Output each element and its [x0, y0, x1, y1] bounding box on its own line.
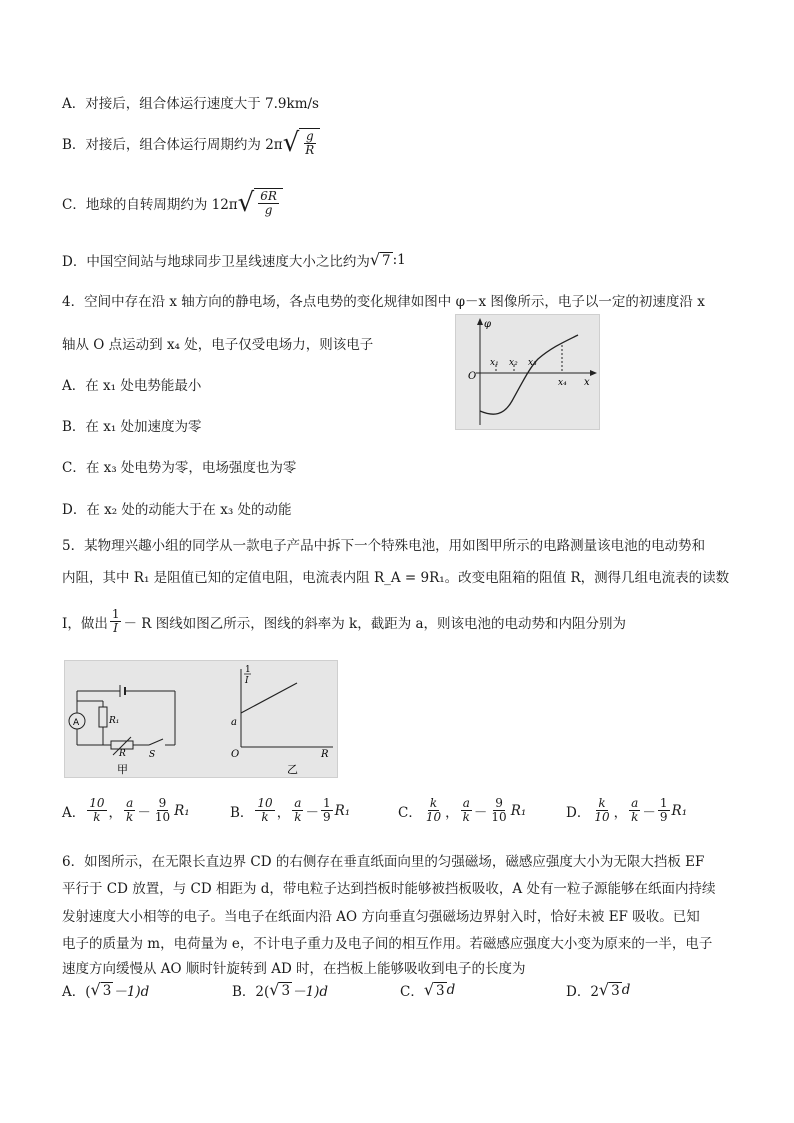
xlabel-r: R [321, 749, 329, 760]
emf-den: 10 [594, 810, 610, 824]
q6-stem-line3: 发射速度大小相等的电子。当电子在纸面内沿 AO 方向垂直匀强磁场边界射入时，恰好未被 EF 吸收。已知 [62, 909, 700, 925]
r-tail: R₁ [671, 802, 688, 819]
circuit-diagram [69, 685, 175, 755]
q5-stem-line3 [62, 608, 626, 635]
q5-option-b [230, 797, 350, 824]
q3-option-c-text: C．地球的自转周期约为 12π [62, 197, 238, 213]
emf-den: k [261, 810, 269, 824]
sqrt-symbol: √ 7 [369, 249, 391, 269]
emf-num: k [429, 796, 438, 810]
q5-option-d [566, 797, 687, 824]
x-label: x [584, 377, 590, 388]
q3-option-c [62, 188, 283, 218]
r-tail: R₁ [174, 802, 190, 819]
q5-figure-svg [65, 661, 337, 777]
r-den2: 10 [491, 810, 507, 824]
switch-line [149, 739, 163, 745]
q4-option-b: B．在 x₁ 处加速度为零 [62, 419, 202, 435]
q5-figure [64, 660, 338, 778]
x1-label: x₁ [490, 358, 499, 368]
r-den1: k [631, 810, 639, 824]
q6a-rad: 3 [102, 982, 112, 999]
phi-label: φ [484, 319, 492, 330]
emf-num: 10 [89, 796, 105, 810]
emf-num: 10 [257, 796, 273, 810]
comma: ， [613, 804, 628, 821]
q5-line3-post: － R 图线如图乙所示，图线的斜率为 k，截距为 a，则该电池的电动势和内阻分别为 [123, 615, 627, 632]
phi-curve [480, 335, 578, 414]
q3-option-a: A．对接后，组合体运行速度大于 7.9km/s [62, 96, 319, 112]
rheostat [111, 741, 133, 749]
r-tail: R₁ [334, 802, 351, 819]
r-den2: 9 [659, 810, 668, 824]
q6b-pre: B．2( [232, 984, 270, 1000]
minus: － [473, 804, 488, 821]
q3d-radicand: 7 [382, 252, 391, 269]
q6d-pre: D．2 [566, 984, 599, 1000]
sqrt-symbol: √ $\frac{6R}{g}$ [238, 188, 283, 218]
option-letter: A． [62, 804, 86, 821]
phi-x-graph-svg [456, 315, 599, 429]
minus: － [642, 804, 656, 821]
switch-label: S [149, 750, 156, 760]
q6a-post: －1)d [113, 984, 150, 1000]
r-num2: 9 [495, 796, 503, 810]
ylabel-num: 1 [245, 665, 251, 675]
r-tail: R₁ [510, 802, 527, 819]
q6b-post: －1)d [292, 984, 329, 1000]
y-axis-arrow [477, 318, 483, 325]
q6-stem-line1: 6．如图所示，在无限长直边界 CD 的右侧存在垂直纸面向里的匀强磁场，磁感应强度大小为无限大挡板 EF [62, 854, 705, 870]
comma: ， [445, 804, 459, 821]
q6d-post: d [621, 982, 631, 998]
q3-option-b [62, 128, 320, 158]
q5-option-c [398, 797, 526, 824]
origin-label: O [231, 749, 240, 760]
q5-frac-num: 1 [111, 607, 120, 621]
q6-option-d: D．2 √ 3 d [566, 979, 631, 1000]
q3c-num: 6R [260, 189, 277, 203]
caption-jia: 甲 [117, 763, 128, 776]
q3b-num: g [305, 129, 314, 143]
r-den1: k [462, 810, 470, 824]
r-num1: a [294, 796, 302, 810]
q5-line3-pre: I，做出 [62, 615, 108, 632]
q4-phi-x-graph [455, 314, 600, 430]
origin-label: O [468, 371, 477, 382]
q3b-den: R [305, 143, 315, 157]
r1-resistor [99, 707, 107, 727]
r-num2: 1 [659, 796, 668, 810]
r-den2: 10 [154, 810, 171, 824]
r-den2: 9 [322, 810, 331, 824]
intercept-label: a [231, 717, 237, 728]
graph-line [241, 683, 297, 713]
q6c-rad: 3 [436, 982, 445, 999]
r-num1: a [126, 796, 134, 810]
r-den1: k [126, 810, 134, 824]
q4-stem-line2: 轴从 O 点运动到 x₄ 处，电子仅受电场力，则该电子 [62, 337, 374, 353]
emf-num: k [598, 796, 606, 810]
comma: ， [276, 804, 291, 821]
r1-label: R₁ [109, 716, 120, 726]
minus: － [137, 804, 151, 821]
q6c-post: d [446, 982, 456, 998]
emf-den: 10 [425, 810, 442, 824]
emf-den: k [93, 810, 101, 824]
sqrt-symbol: √ $\frac{g}{R}$ [283, 128, 321, 158]
x4-label: x₄ [558, 378, 567, 388]
q6-option-b: B．2( √ 3 －1)d [232, 979, 329, 1000]
r-num1: a [631, 796, 639, 810]
x3-label: x₃ [528, 358, 537, 368]
option-letter: B． [230, 804, 254, 821]
r-num2: 1 [322, 796, 331, 810]
q3-option-b-text: B．对接后，组合体运行周期约为 2π [62, 137, 283, 153]
option-letter: C． [398, 804, 422, 821]
q6-option-a: A．( √ 3 －1)d [62, 979, 150, 1000]
q5-stem-line2: 内阻，其中 R₁ 是阻值已知的定值电阻，电流表内阻 R_A = 9R₁。改变电阻箱的阻值 R，测得几组电流表的读数 [62, 570, 730, 586]
q3-option-d [62, 250, 406, 270]
q6b-rad: 3 [281, 982, 291, 999]
minus: － [305, 804, 319, 821]
q6-stem-line5: 速度方向缓慢从 AO 顺时针旋转到 AD 时，在挡板上能够吸收到电子的长度为 [62, 961, 526, 977]
q4-option-c: C．在 x₃ 处电势为零，电场强度也为零 [62, 460, 297, 476]
r-num1: a [462, 796, 470, 810]
q6-stem-line2: 平行于 CD 放置，与 CD 相距为 d，带电粒子达到挡板时能够被挡板吸收，A 处有一粒子源能够在纸面内持续 [62, 881, 716, 897]
q6d-rad: 3 [611, 982, 620, 999]
q6-option-c: C． √ 3 d [400, 979, 456, 1000]
r-num2: 9 [158, 796, 167, 810]
r-den1: k [294, 810, 302, 824]
q5-option-a [62, 797, 190, 824]
q4-option-a: A．在 x₁ 处电势能最小 [62, 378, 202, 394]
q6-stem-line4: 电子的质量为 m，电荷量为 e，不计电子重力及电子间的相互作用。若磁感应强度大小变为原来的一半，电子 [62, 936, 713, 952]
caption-yi: 乙 [287, 763, 298, 776]
comma: ， [108, 804, 123, 821]
q4-stem-line1: 4．空间中存在沿 x 轴方向的静电场，各点电势的变化规律如图中 φ－x 图像所示，电子以一定的初速度沿 x [62, 294, 705, 310]
q6c-pre: C． [400, 984, 424, 1000]
option-letter: D． [566, 804, 591, 821]
q3-option-d-text: D．中国空间站与地球同步卫星线速度大小之比约为 [62, 254, 370, 270]
r-label: R [119, 749, 126, 759]
q5-frac-den: I [113, 621, 119, 635]
ylabel-den: I [245, 676, 249, 686]
q3d-post: :1 [392, 252, 406, 268]
x-axis-arrow [590, 370, 597, 376]
q5-stem-line1: 5．某物理兴趣小组的同学从一款电子产品中拆下一个特殊电池，用如图甲所示的电路测量该电池的电动势和 [62, 538, 706, 554]
q4-option-d: D．在 x₂ 处的动能大于在 x₃ 处的动能 [62, 502, 292, 518]
q6a-pre: A．( [62, 984, 91, 1000]
x2-label: x₂ [509, 358, 518, 368]
q3c-den: g [264, 203, 273, 217]
ammeter-label: A [73, 718, 80, 728]
